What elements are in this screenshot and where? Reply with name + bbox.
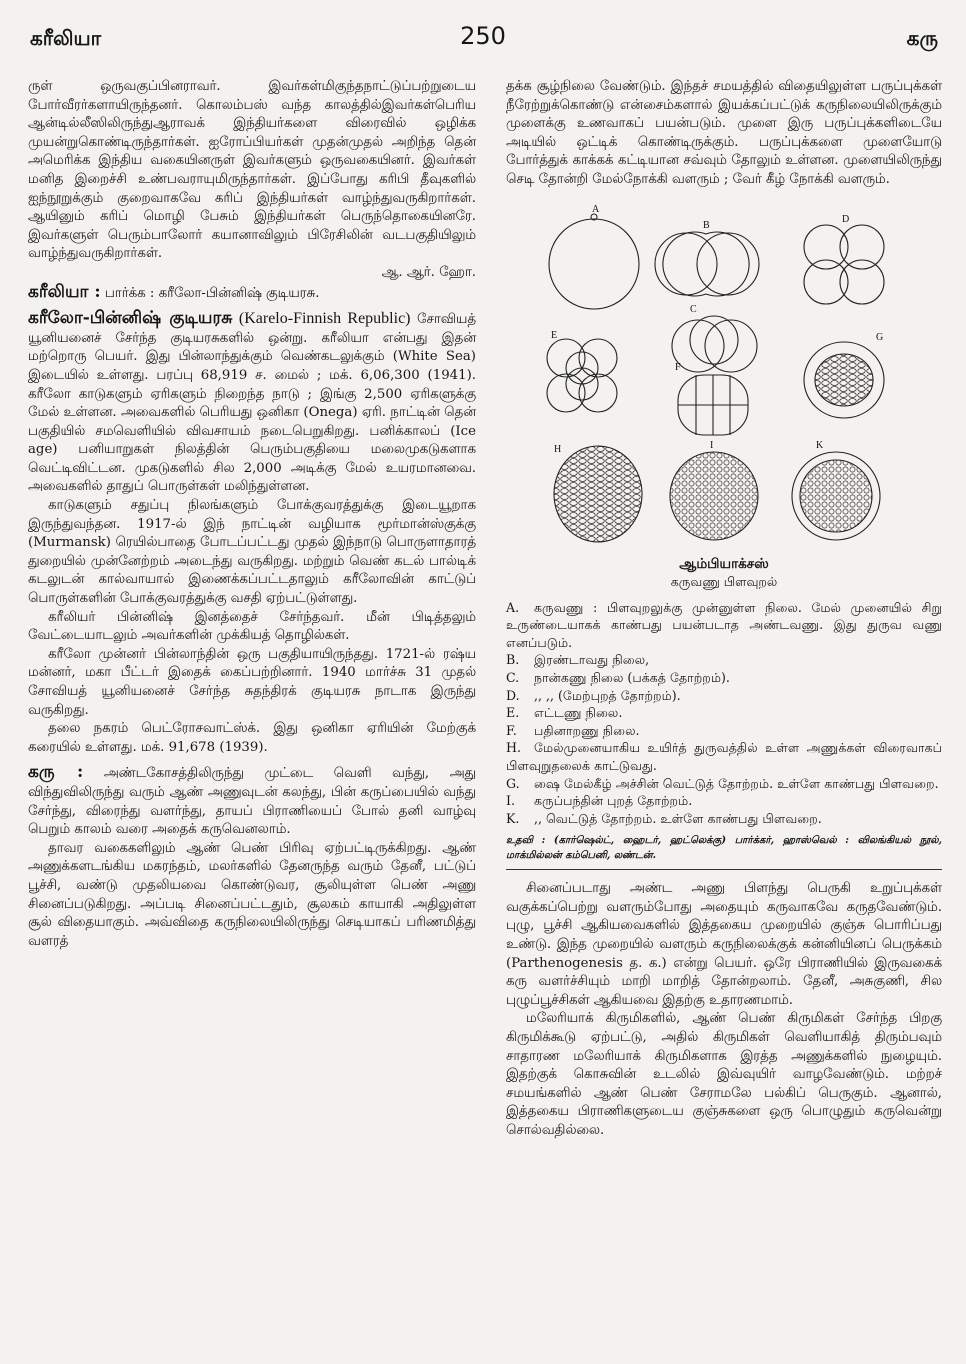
figure-label: H (554, 443, 562, 455)
figure-label: D (842, 213, 850, 225)
running-head-right: கரு (906, 26, 938, 50)
carib-paragraph: ருள் ஒருவகுப்பினராவர். இவர்கள்மிகுந்தநாட்டுப்பற்றுடைய போர்வீரர்களாயிருந்தனர். கொலம்பஸ் வந்த காலத்தில்இவர்கள்பெரிய ஆன்டில்லீஸிலிருந்துஆராவக் இந்தியர்களை விரைவில் ஒழிக்க முயன்றுகொண்டிருந்தார்கள். ஐரோப்பியர்கள் முதன்முதல் அறிந்த தென் அமெரிக்க இந்திய வகையினருள் இவர்களும் ஒருவகையினர். இவர்கள் மனித இறைச்சி உண்பவராயுமிருந்தார்கள். இப்போது கரிபி தீவுகளில் ஐந்நூறுக்கும் குறைவாகவே கரிப் இந்தியர்கள் வாழ்ந்துவருகிறார்கள். ஆயினும் கரிப் மொழி பேசும் இந்தியர்கள் பெருந்தொகையினரே. இவர்களுள் பெரும்பாலோர் கயானாவிலும் பிரேசிலின் வடபகுதியிலும் வாழ்ந்துவருகிறார்கள். (28, 79, 476, 262)
caption-item: B. இரண்டாவது நிலை, (506, 652, 650, 668)
figure-title: ஆம்பியாக்சஸ் (679, 555, 769, 572)
malaria-paragraph: மலேரியாக் கிருமிகளில், ஆண் பெண் கிருமிகள் சேர்ந்த பிறகு கிருமிக்கூடு ஏற்பட்டு, அதில் கிருமிகள் வெளியாகித் திரும்பவும் சாதாரண மலேரியாக் கிருமிகளாக இரத்த அணுக்களில் நுழையும். இதற்குக் கொசுவின் உடலில் இவ்வுயிர் வாழவேண்டும். மற்றச் சமயங்களில் ஆண் பெண் சேராமலே பல்கிப் பெருகும். ஆனால், இத்தகைய பிராணிகளுடைய குஞ்சுகளை ஒரு பொழுதும் கருவென்று சொல்வதில்லை. (506, 1011, 942, 1138)
figure-label: K (816, 439, 824, 451)
stage-a-egg (549, 219, 639, 309)
figure-label: C (690, 303, 697, 315)
left-column (28, 78, 476, 951)
figure-label: I (710, 439, 714, 451)
author-initials: ஆ. ஆர். ஹோ. (381, 264, 476, 280)
right-column (506, 78, 942, 1141)
karelo-paragraph-1: சோவியத் யூனியனைச் சேர்ந்த குடியரசுகளில் ஒன்று. கரீலியா என்பது இதன் மற்றொரு பெயர். இது பின்லாந்துக்கும் வெண்கடலுக்கும் (White Sea) இடையில் உள்ளது. பரப்பு 68,919 ச. மைல் ; மக். 6,06,300 (1941). கரீலோ காடுகளும் ஏரிகளும் நிறைந்த நாடு ; இங்கு 2,500 ஏரிகளுக்கு மேல் உள்ளன. அவைகளில் பெரியது ஒனிகா (Onega) ஏரி. நாட்டின் தென் பகுதியில் சமவெளியில் விவசாயம் நடைபெறுகிறது. பனிக்காலப் (Ice age) பனியாறுகள் நிலத்தின் பெரும்பகுதியை மலைமுகடுகளாக வெட்டிவிட்டன. முகடுகளில் சில 2,000 அடிக்கு மேல் உயரமானவை. அவைகளில் தாதுப் பொருள்கள் மலிந்துள்ளன. (28, 312, 476, 495)
entry-karelo-finnish (28, 309, 476, 497)
seed-paragraph: தக்க சூழ்நிலை வேண்டும். இந்தச் சமயத்தில் விதையிலுள்ள பருப்புக்கள் நீரேற்றுக்கொண்டு என்சைம்களால் இயக்கப்பட்டுக் கருநிலையிலிருக்கும் முளைக்கு உணவாகப் பயன்படும். முளை இரு பருப்புக்களிடையே அடியில் ஒட்டிக் கொண்டிருக்கும். பருப்புக்களை முளையோடு போர்த்துக் காக்கக் கட்டியான சவ்வும் தோலும் உள்ளன. முளையிலிருந்து செடி தோன்றி மேல்நோக்கி வளரும் ; வேர் கீழ் நோக்கி வளரும். (506, 79, 942, 187)
caption-item: F. பதினாறணு நிலை. (506, 722, 640, 738)
karelo-paragraph-4: கரீலோ முன்னர் பின்லாந்தின் ஒரு பகுதியாயிருந்தது. 1721-ல் ரஷ்ய மன்னர், மகா பீட்டர் இதைக் கைப்பற்றினார். 1940 மார்ச்சு 31 முதல் சோவியத் யூனியனைச் சேர்ந்த சுதந்திரக் குடியரசு நாடாக இருந்து வருகிறது. (28, 646, 476, 718)
cleavage-illustration (506, 200, 942, 550)
karelo-paragraph-2: காடுகளும் சதுப்பு நிலங்களும் போக்குவரத்துக்கு இடையூறாக இருந்துவந்தன. 1917-ல் இந் நாட்டின் வழியாக மூர்மான்ஸ்குக்கு (Murmansk) ரெயில்பாதை போடப்பட்டது முதல் இந்நாடு பொருளாதாரத் துறையில் முன்னேற்றம் அடைந்து வருகிறது. மற்றும் வெண் கடல் பால்டிக் கடலுடன் கால்வாயால் இணைக்கப்பட்டதாலும் கரீலோவின் காட்டுப் பொருள்களின் போக்குவரத்துக்கு வசதி ஏற்பட்டுள்ளது. (28, 498, 476, 607)
stage-i-surface (670, 452, 758, 540)
caption-item: I. கருப்பந்தின் புறத் தோற்றம். (506, 793, 693, 809)
headword-kareliya: கரீலியா : (28, 281, 101, 302)
karelo-paragraph-5: தலை நகரம் பெட்ரோசவாட்ஸ்க். இது ஒனிகா ஏரியின் மேற்குக் கரையில் உள்ளது. மக். 91,678 (1939). (28, 721, 476, 755)
latin-name: (Karelo-Finnish Republic) (238, 310, 411, 328)
cross-reference: பார்க்க : கரீலோ-பின்னிஷ் குடியரசு. (104, 285, 320, 301)
caption-item: K. ,, வெட்டுத் தோற்றம். உள்ளே காண்பது பிளவறை. (506, 810, 822, 826)
running-head-left: கரீலியா (30, 26, 102, 50)
karu-paragraph-1: அண்டகோசத்திலிருந்து முட்டை வெளி வந்து, அது விந்துவிலிருந்து வரும் ஆண் அணுவுடன் கலந்து, பின் கருப்பையில் வந்து சேர்ந்து, விரைந்து வளர்ந்து, தாயப் பிராணியைப் போல் தனி வாழ்வு பெறும் காலம் வரை அதைக் கருவெனலாம். (28, 766, 477, 838)
figure-credit: உதவி : (கார்ஷெல்ட், ஹைடர், ஹட்லெக்கு) பார்க்கர், ஹாஸ்வெல் : விலங்கியல் நூல், மாக்மில்லன் கம்பெனி, லண்டன். (506, 835, 942, 862)
divider-rule (506, 869, 942, 870)
embryo-cleavage-figure (506, 200, 942, 550)
caption-item: C. நான்கணு நிலை (பக்கத் தோற்றம்). (506, 669, 730, 685)
entry-kareliya (28, 283, 476, 304)
figure-label: A (592, 203, 600, 215)
caption-item: E. எட்டணு நிலை. (506, 705, 623, 721)
headword-karelo-finnish: கரீலோ-பின்னிஷ் குடியரசு (28, 308, 233, 329)
karu-paragraph-2: தாவர வகைகளிலும் ஆண் பெண் பிரிவு ஏற்பட்டிருக்கிறது. ஆண் அணுக்களடங்கிய மகரந்தம், மலர்களில் தேனருந்த வரும் தேனீ, பட்டுப் பூச்சி, வண்டு முதலியவை கொண்டுவர, சூலியுள்ள பெண் அணு சினைப்படுகிறது. அப்படி சினைப்பட்டதும், சூலகம் காயாகி அதிலுள்ள சூல் விதையாகும். அவ்விதை கருநிலையிலிருந்து செடியாகப் பரிணமித்து வளரத் (28, 840, 476, 949)
parthenogenesis-paragraph: சினைப்படாது அண்ட அணு பிளந்து பெருகி உறுப்புக்கள் வகுக்கப்பெற்று வளரும்போது அதையும் கருவாகவே கருதவேண்டும். புழு, பூச்சி ஆகியவைகளில் இத்தகைய முறையில் குஞ்சு பொரிப்பது உண்டு. இந்த முறையில் வளரும் கருநிலைக்குக் கன்னியினப் பெருக்கம் (Parthenogenesis த. க.) என்று பெயர். ஒரே பிராணியில் இருவகைக் கரு வளர்ச்சியும் மாறி மாறித் தோன்றலாம். தேனீ, அசுகுணி, சில புழுப்பூச்சிகள் ஆகியவை இதற்கு உதாரணமாம். (506, 881, 942, 1008)
caption-item: A. கருவணு : பிளவுறலுக்கு முன்னுள்ள நிலை. மேல் முனையில் சிறு உருண்டையாகக் காண்பது பயன்படாத அண்டவணு. இது துருவ வணு எனப்படும். (506, 599, 942, 650)
figure-label: E (551, 329, 558, 341)
caption-item: H. மேல்முனையாகிய உயிர்த் துருவத்தில் உள்ள அணுக்கள் விரைவாகப் பிளவுறுதலைக் காட்டுவது. (506, 740, 942, 773)
figure-captions (506, 599, 942, 828)
figure-subtitle: கருவணு பிளவுறல் (670, 573, 778, 589)
karelo-paragraph-3: கரீலியர் பின்னிஷ் இனத்தைச் சேர்ந்தவர். மீன் பிடித்தலும் வேட்டையாடலும் அவர்களின் முக்கியத் தொழில்கள். (28, 609, 476, 644)
figure-label: G (876, 331, 884, 343)
headword-karu: கரு : (28, 762, 84, 783)
caption-item: G. ஷை மேல்கீழ் அச்சின் வெட்டுத் தோற்றம். உள்ளே காண்பது பிளவறை. (506, 775, 939, 791)
page-number: 250 (460, 22, 506, 50)
stage-h-blastula (554, 443, 642, 542)
stage-d-four-cells (804, 225, 848, 269)
figure-label: B (703, 219, 710, 231)
page-header (0, 0, 966, 60)
caption-item: D. ,, ,, (மேற்புறத் தோற்றம்). (506, 687, 681, 703)
figure-label: F (675, 361, 681, 373)
entry-karu (28, 763, 476, 839)
